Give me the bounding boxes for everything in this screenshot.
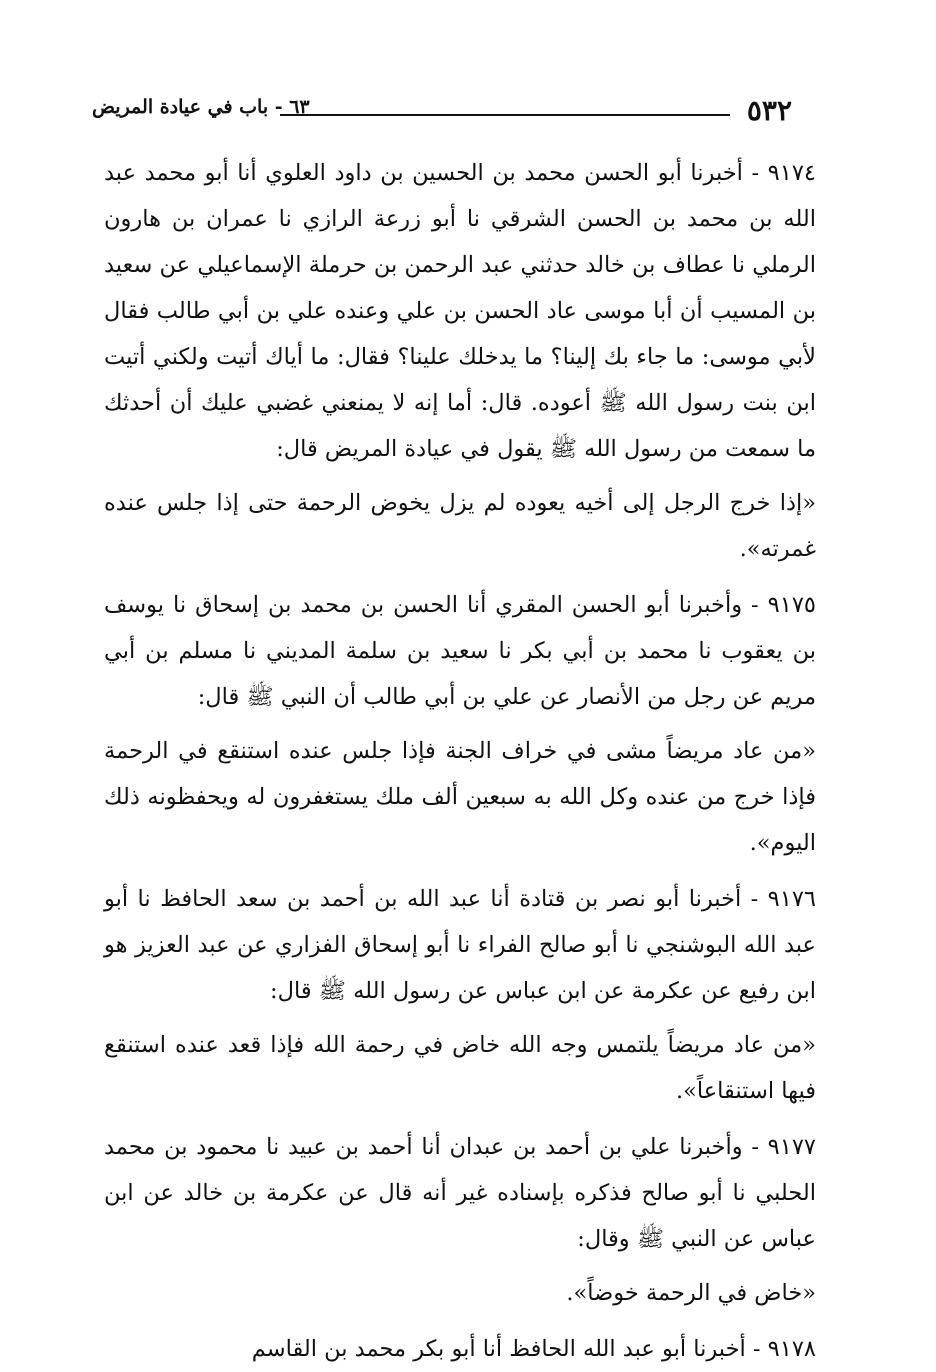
- hadith-text-9175: «من عاد مريضاً مشى في خراف الجنة فإذا جلس عنده استنقع في الرحمة فإذا خرج من عنده وكل الله به سبعين ألف ملك يستغفرون له ويحفظونه ذلك اليوم».: [104, 738, 816, 856]
- isnad-paragraph-9177: ٩١٧٧ - وأخبرنا علي بن أحمد بن عبدان أنا أحمد بن عبيد نا محمود بن محمد الحلبي نا أبو صالح فذكره بإسناده غير أنه قال عن عكرمة بن خالد عن ابن عباس عن النبي ﷺ وقال:: [104, 1134, 816, 1252]
- isnad-paragraph-9175: ٩١٧٥ - وأخبرنا أبو الحسن المقري أنا الحسن بن محمد بن إسحاق نا يوسف بن يعقوب نا محمد بن أبي بكر نا سعيد بن سلمة المديني نا مسلم بن أبي مريم عن رجل من الأنصار عن علي بن أبي طالب أن النبي ﷺ قال:: [104, 592, 816, 710]
- isnad-paragraph-9176: ٩١٧٦ - أخبرنا أبو نصر بن قتادة أنا عبد الله بن أحمد بن سعد الحافظ نا أبو عبد الله البوشنجي نا أبو صالح الفراء نا أبو إسحاق الفزاري عن عبد العزيز هو ابن رفيع عن عكرمة عن ابن عباس عن رسول الله ﷺ قال:: [104, 886, 816, 1004]
- hadith-text-9174: «إذا خرج الرجل إلى أخيه يعوده لم يزل يخوض الرحمة حتى إذا جلس عنده غمرته».: [104, 490, 816, 562]
- isnad-paragraph-9178: ٩١٧٨ - أخبرنا أبو عبد الله الحافظ أنا أبو بكر محمد بن القاسم: [251, 1336, 816, 1362]
- isnad-paragraph-9174: ٩١٧٤ - أخبرنا أبو الحسن محمد بن الحسين بن داود العلوي أنا أبو محمد عبد الله بن محمد بن الحسن الشرقي نا أبو زرعة الرازي نا عمران بن هارون الرملي نا عطاف بن خالد حدثني عبد الرحمن بن حرملة الإسماعيلي عن سعيد بن المسيب أن أبا موسى عاد الحسن بن علي وعنده علي بن أبي طالب فقال لأبي موسى: ما جاء بك إلينا؟ ما يدخلك علينا؟ فقال: ما أياك أتيت ولكني أتيت ابن بنت رسول الله ﷺ أعوده. قال: أما إنه لا يمنعني غضبي عليك أن أحدثك ما سمعت من رسول الله ﷺ يقول في عيادة المريض قال:: [104, 160, 816, 462]
- page-body: [104, 150, 816, 1372]
- page-number: ٥٣٢: [746, 94, 792, 127]
- running-title: ٦٣ - باب في عيادة المريض: [92, 96, 310, 118]
- header-rule: [280, 114, 730, 116]
- hadith-text-9177: «خاض في الرحمة خوضاً».: [566, 1280, 816, 1306]
- page-header: [92, 92, 792, 132]
- hadith-text-9176: «من عاد مريضاً يلتمس وجه الله خاض في رحمة الله فإذا قعد عنده استنقع فيها استنقاعاً».: [104, 1032, 816, 1104]
